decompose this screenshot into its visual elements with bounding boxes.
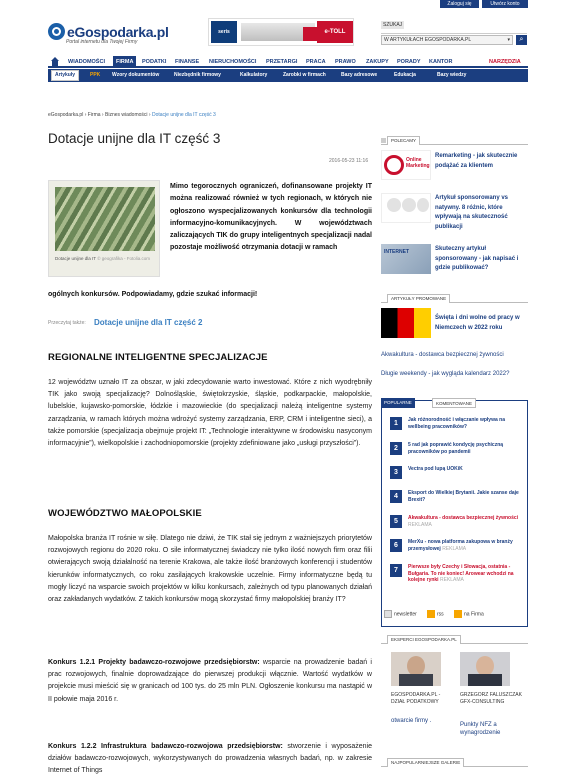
expert-name-1: EGOSPODARKA.PL - DZIAŁ PODATKOWY: [391, 692, 441, 705]
expert-photo-2[interactable]: [460, 652, 510, 686]
article-lead: Mimo tegorocznych ograniczeń, dofinansowane projekty IT można realizować również w tych regionach, w których nie ogłoszono wyspecjalizowanych konkursów dla technologii informacyjno-komunikacyjnych. W województwach zaliczających TIK do grupy inteligentnych specjalizacji nadal pozostaje możliwość otrzymania dotacji w ramach: [170, 183, 372, 252]
firma-rss-link[interactable]: na Firma: [454, 610, 484, 618]
promo-tab: ARTYKUŁY PROMOWANE: [387, 294, 450, 303]
popular-tabs: [381, 398, 528, 408]
remarketing-thumb[interactable]: Online Marketing: [381, 150, 431, 180]
search-button[interactable]: [516, 35, 527, 45]
nav-item-firma[interactable]: FIRMA: [113, 56, 136, 68]
subnav-item-kalkulatory[interactable]: Kalkulatory: [240, 72, 268, 78]
expert-link-1[interactable]: otwarcie firmy .: [391, 718, 432, 724]
newsletter-icon: [384, 610, 392, 618]
nav-item-przetargi[interactable]: PRZETARGI: [266, 59, 298, 65]
section-heading-2: WOJEWÓDZTWO MAŁOPOLSKIE: [48, 508, 202, 519]
register-link[interactable]: Utwórz konto: [482, 0, 528, 8]
search-input[interactable]: [381, 29, 527, 34]
polecamy-link-3[interactable]: Skuteczny artykuł sponsorowany - jak napisać i gdzie publikować?: [435, 246, 519, 271]
ad-product: e-TOLL: [317, 21, 353, 43]
promo-link-2[interactable]: Długie weekendy - jak wygląda kalendarz 2022?: [381, 371, 510, 377]
nav-item-kantor[interactable]: KANTOR: [429, 59, 453, 65]
promo-link-1[interactable]: Akwakultura - dostawca bezpiecznej żywności: [381, 352, 504, 358]
experts-tab: EKSPERCI EGOSPODARKA.PL: [387, 635, 461, 644]
paragraph-4: Konkurs 1.2.2 Infrastruktura badawczo-rozwojowa przedsiębiorstw: stworzenie i wyposażenie działów badawczo-rozwojowych, wykorzystywanych do prowadzenia własnych badań, np. w zakresie Internet of Things: [48, 743, 372, 775]
truck-cab-image: [303, 27, 317, 41]
subnav-item-ppk[interactable]: PPK: [90, 72, 101, 78]
search-label: SZUKAJ: [383, 22, 403, 28]
logo-name: eGospodarka.pl: [67, 23, 169, 40]
logo-tagline: Portal internetu dla Twojej Firmy: [66, 39, 138, 45]
nav-item-porady[interactable]: PORADY: [397, 59, 421, 65]
polecamy-link-2[interactable]: Artykuł sponsorowany vs natywny. 8 różnic, które wpływają na skuteczność publikacji: [435, 195, 509, 230]
expert-link-2[interactable]: Punkty NFZ a wynagrodzenie: [460, 722, 501, 736]
nav-item-wiadomosci[interactable]: WIADOMOŚCI: [68, 59, 105, 65]
internet-marketing-thumb[interactable]: INTERNET: [381, 244, 431, 274]
rss-icon: [454, 610, 462, 618]
germany-flag-image[interactable]: [381, 308, 431, 338]
ad-brand: seris: [211, 21, 237, 43]
nav-item-podatki[interactable]: PODATKI: [142, 59, 167, 65]
article-date: 2016-05-23 11:16: [329, 158, 369, 164]
article-photo: [48, 180, 160, 277]
header-ad-banner[interactable]: [208, 18, 354, 46]
newsletter-link[interactable]: newsletter: [384, 610, 417, 618]
breadcrumb: eGospodarka.pl › Firma › Biznes wiadomości › Dotacje unijne dla IT część 3: [48, 112, 216, 118]
search-scope-select[interactable]: W ARTYKUŁACH EGOSPODARKA.PL ▾: [381, 35, 513, 45]
galleries-header: [381, 758, 528, 767]
page-title: Dotacje unijne dla IT część 3: [48, 131, 221, 146]
breadcrumb-home[interactable]: eGospodarka.pl: [48, 112, 84, 118]
subnav-item-wzory[interactable]: Wzory dokumentów: [112, 72, 160, 78]
tab-popular[interactable]: POPULARNE: [381, 398, 415, 408]
breadcrumb-biznes[interactable]: Biznes wiadomości: [105, 112, 148, 118]
paragraph-3: Konkurs 1.2.1 Projekty badawczo-rozwojowe przedsiębiorstw: wsparcie na prowadzenie badań i prac rozwojowych, finalnie doprowadzające do pierwszej produkcji włącznie. Wartość wydatków w projekcie musi mieścić się w granicach od 100 tys. do 25 mln PLN. Ogłoszenie konkursu ma nastąpić w II połowie maja 2016 r.: [48, 659, 372, 703]
read-also-link[interactable]: Dotacje unijne dla IT część 2: [94, 318, 203, 327]
breadcrumb-firma[interactable]: Firma: [87, 112, 101, 118]
money-image: [55, 187, 155, 251]
home-icon[interactable]: [50, 57, 60, 67]
expert-photo-1[interactable]: [391, 652, 441, 686]
sponsored-thumb[interactable]: [381, 193, 431, 223]
promo-main-link[interactable]: Święta i dni wolne od pracy w Niemczech w 2022 roku: [435, 315, 520, 331]
subnav-item-zarobki[interactable]: Zarobki w firmach: [283, 72, 326, 78]
nav-item-finanse[interactable]: FINANSE: [175, 59, 200, 65]
nav-item-prawo[interactable]: PRAWO: [335, 59, 356, 65]
rss-icon: [427, 610, 435, 618]
user-bar: [0, 0, 581, 8]
nav-item-nieruchomosci[interactable]: NIERUCHOMOŚCI: [209, 59, 257, 65]
expert-name-2: GRZEGORZ FALUSZCZAK GFX-CONSULTING: [460, 692, 522, 705]
popular-box: [381, 400, 528, 627]
tab-commented[interactable]: KOMENTOWANE: [432, 398, 476, 408]
main-nav: [48, 56, 528, 68]
section-heading-1: REGIONALNE INTELIGENTNE SPECJALIZACJE: [48, 352, 268, 363]
paragraph-2: Małopolska branża IT rośnie w siłę. Dlatego nie dziwi, że TIK stał się jednym z ważniejszych priorytetów rozwojowych regionu do 2020 roku. O sile informatycznej świadczy nie tylko ilość nowych firm oraz filii otwierających swoją działalność na terenie Krakowa, ale także ilość branżowych konferencji i studentów kierunków informatycznych, co roku zasilających krakowskie uczelnie. Firmy informatyczne będą tu mogły liczyć na wsparcie swoich projektów w kilku konkursach, zależnych od typu planowanych działań oraz zakładanych wydatków. Z takich konkursów mogą skorzystać firmy małopolskiej branży IT?: [48, 535, 372, 604]
subnav-item-artykuly[interactable]: Artykuły: [51, 70, 79, 81]
search-icon: ⌕: [519, 36, 524, 43]
site-logo[interactable]: [48, 23, 169, 40]
rss-link[interactable]: rss: [427, 610, 444, 618]
polecamy-tab: POLECAMY: [387, 136, 420, 145]
photo-caption: Dotacje unijne dla IT © geografika - Fotolia.com: [55, 256, 151, 261]
subnav-item-niezbednik[interactable]: Niezbędnik firmowy: [174, 72, 221, 78]
logo-icon: [48, 23, 65, 40]
subnav-item-bazy-adresowe[interactable]: Bazy adresowe: [341, 72, 378, 78]
galleries-tab: NAJPOPULARNIEJSZE GALERIE: [387, 758, 464, 767]
experts-header: [381, 635, 528, 644]
subnav-item-edukacja[interactable]: Edukacja: [394, 72, 416, 78]
nav-item-zakupy[interactable]: ZAKUPY: [366, 59, 389, 65]
article-lead-end: ogólnych konkursów. Podpowiadamy, gdzie szukać informacji!: [48, 291, 258, 298]
nav-item-narzedzia[interactable]: NARZĘDZIA: [489, 59, 521, 65]
promo-header: [381, 294, 528, 303]
login-link[interactable]: Zaloguj się: [440, 0, 479, 8]
polecamy-link-1[interactable]: Remarketing - jak skutecznie podążać za klientem: [435, 153, 518, 169]
subnav-item-bazy-wiedzy[interactable]: Bazy wiedzy: [437, 72, 467, 78]
paragraph-1: 12 województw uznało IT za obszar, w jaki zdecydowanie warto inwestować. Które z nich wyodrębniły TIK jako swoją specjalizację? Dolnośląskie, świętokrzyskie, śląskie, podkarpackie, małopolskie, lubelskie, kujawsko-pomorskie, łódzkie i mazowieckie (do specjalizacji należą inteligentne systemy zarządzania, w ramach których można wdrożyć systemy zarządzania, ERP, CRM i inteligentne sieci), a także pomorskie (specjalizacja obejmuje projekt IT: „Technologie interaktywne w środowisku nasyconym informacyjnie”), wielkopolskie i zachodniopomorskie (projekty zdefiniowane jako „usługi przyszłości”).: [48, 379, 372, 448]
read-also-label: Przeczytaj także:: [48, 320, 86, 326]
nav-item-praca[interactable]: PRACA: [306, 59, 326, 65]
sub-nav: [48, 69, 528, 82]
breadcrumb-current: Dotacje unijne dla IT część 3: [151, 112, 216, 118]
polecamy-header: [381, 136, 528, 145]
